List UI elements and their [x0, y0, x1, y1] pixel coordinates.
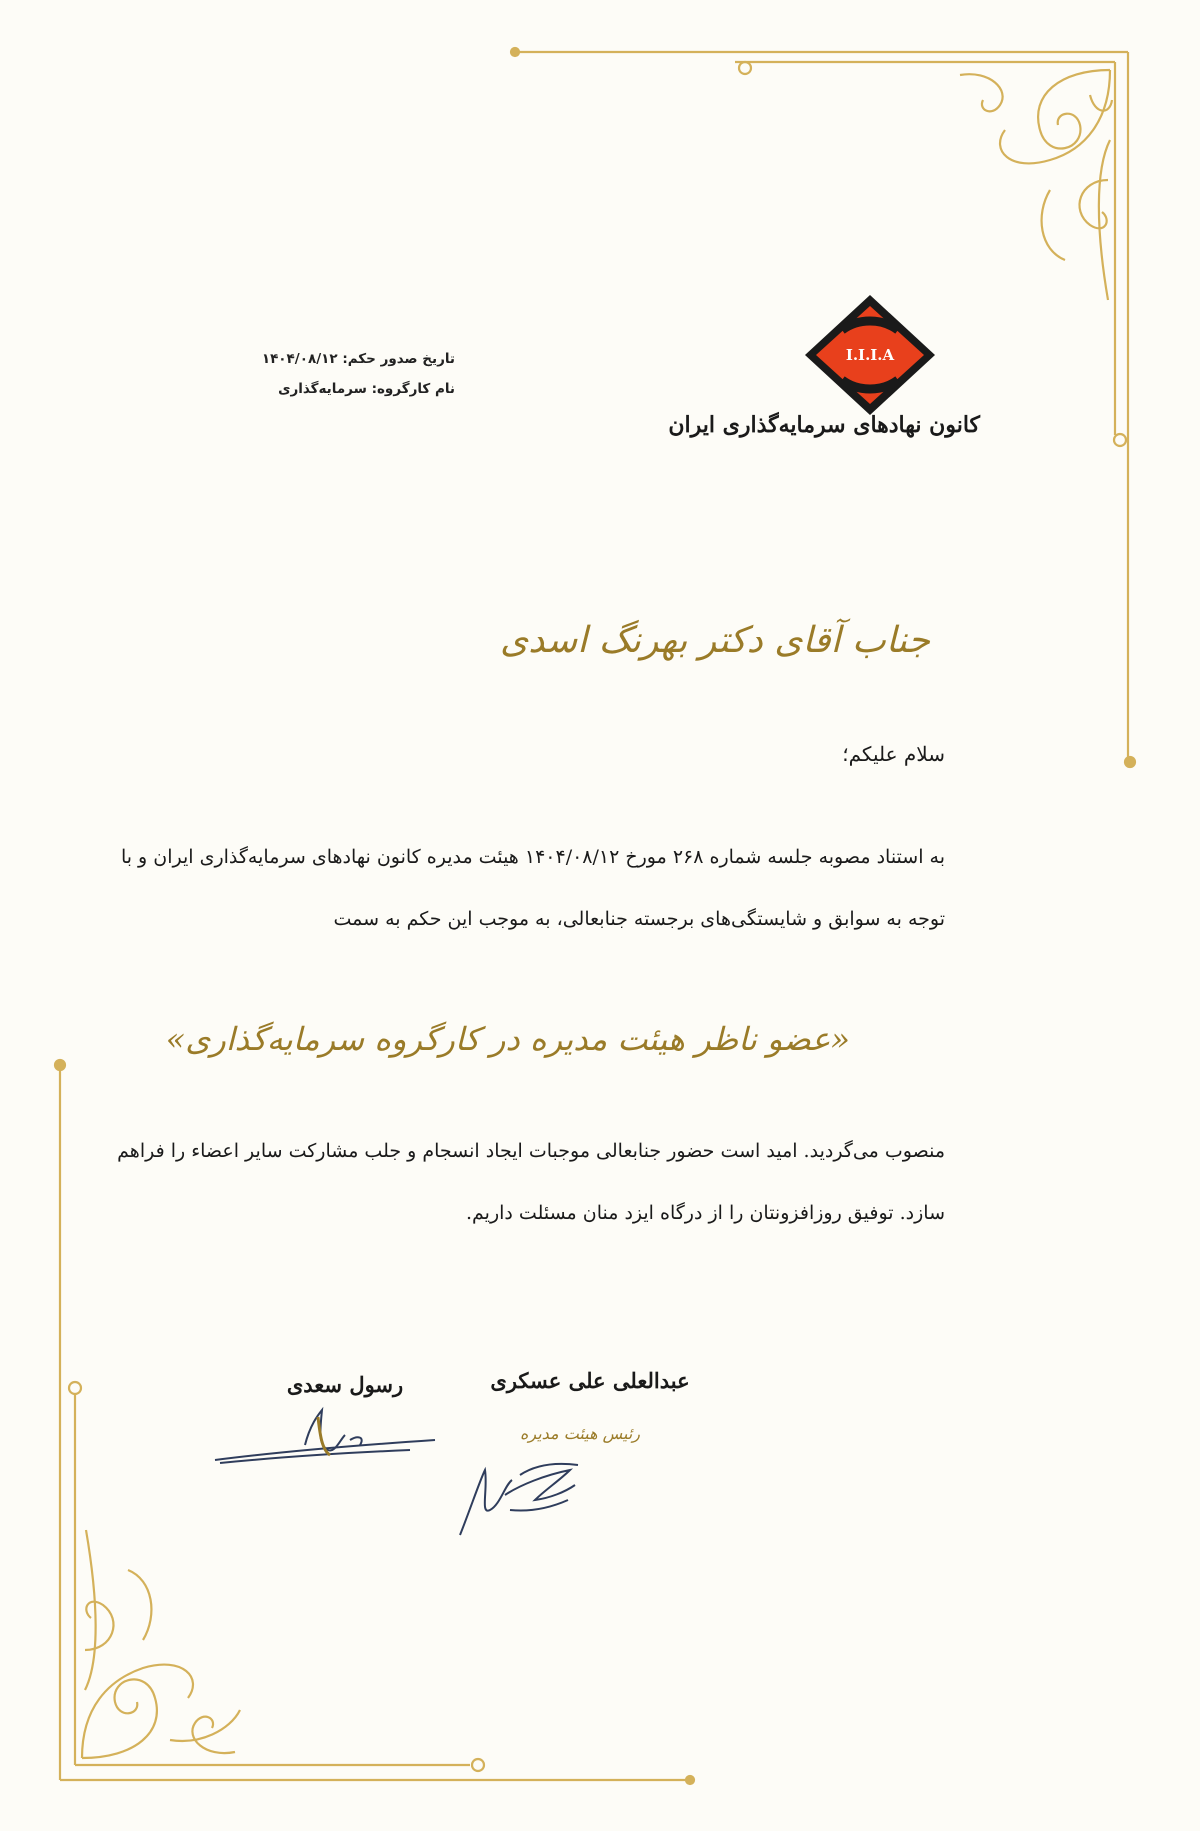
logo-text: I.I.I.A	[845, 346, 895, 364]
greeting: سلام علیکم؛	[842, 742, 945, 766]
org-logo-icon	[800, 290, 940, 420]
workgroup-line	[230, 374, 455, 404]
paragraph-intro	[120, 826, 945, 950]
handwritten-signature-icon	[450, 1440, 600, 1540]
issue-date-label: تاریخ صدور حکم:	[342, 351, 455, 367]
paragraph-closing	[117, 1120, 945, 1244]
issue-date-value: ۱۴۰۴/۰۸/۱۲	[261, 351, 338, 367]
position-title: «عضو ناظر هیئت مدیره در کارگروه سرمایه‌گذاری»	[165, 1020, 850, 1058]
handwritten-signature-icon	[210, 1395, 440, 1475]
org-name: کانون نهادهای سرمایه‌گذاری ایران	[668, 412, 980, 438]
issue-date-line	[230, 344, 455, 374]
paragraph-line: منصوب می‌گردید. امید است حضور جنابعالی موجبات ایجاد انسجام و جلب مشارکت سایر اعضاء را فراهم	[117, 1140, 945, 1162]
signatory-title: رئیس هیئت مدیره	[519, 1424, 640, 1443]
signatory-name: عبدالعلی علی عسکری	[490, 1368, 690, 1393]
paragraph-line: به استناد مصوبه جلسه شماره ۲۶۸ مورخ ۱۴۰۴/۰۸/۱۲ هیئت مدیره کانون نهادهای سرمایه‌گذاری ایران و با	[120, 846, 945, 868]
workgroup-label: نام کارگروه:	[371, 381, 455, 397]
paragraph-line: سازد. توفیق روزافزونتان را از درگاه ایزد منان مسئلت داریم.	[465, 1202, 945, 1224]
signatory-name: رسول سعدی	[286, 1372, 404, 1397]
workgroup-value: سرمایه‌گذاری	[278, 381, 367, 397]
paragraph-line: توجه به سوابق و شایستگی‌های برجسته جنابعالی، به موجب این حکم به سمت	[333, 908, 945, 930]
certificate-meta	[230, 344, 455, 404]
recipient-name: جناب آقای دکتر بهرنگ اسدی	[500, 620, 930, 661]
